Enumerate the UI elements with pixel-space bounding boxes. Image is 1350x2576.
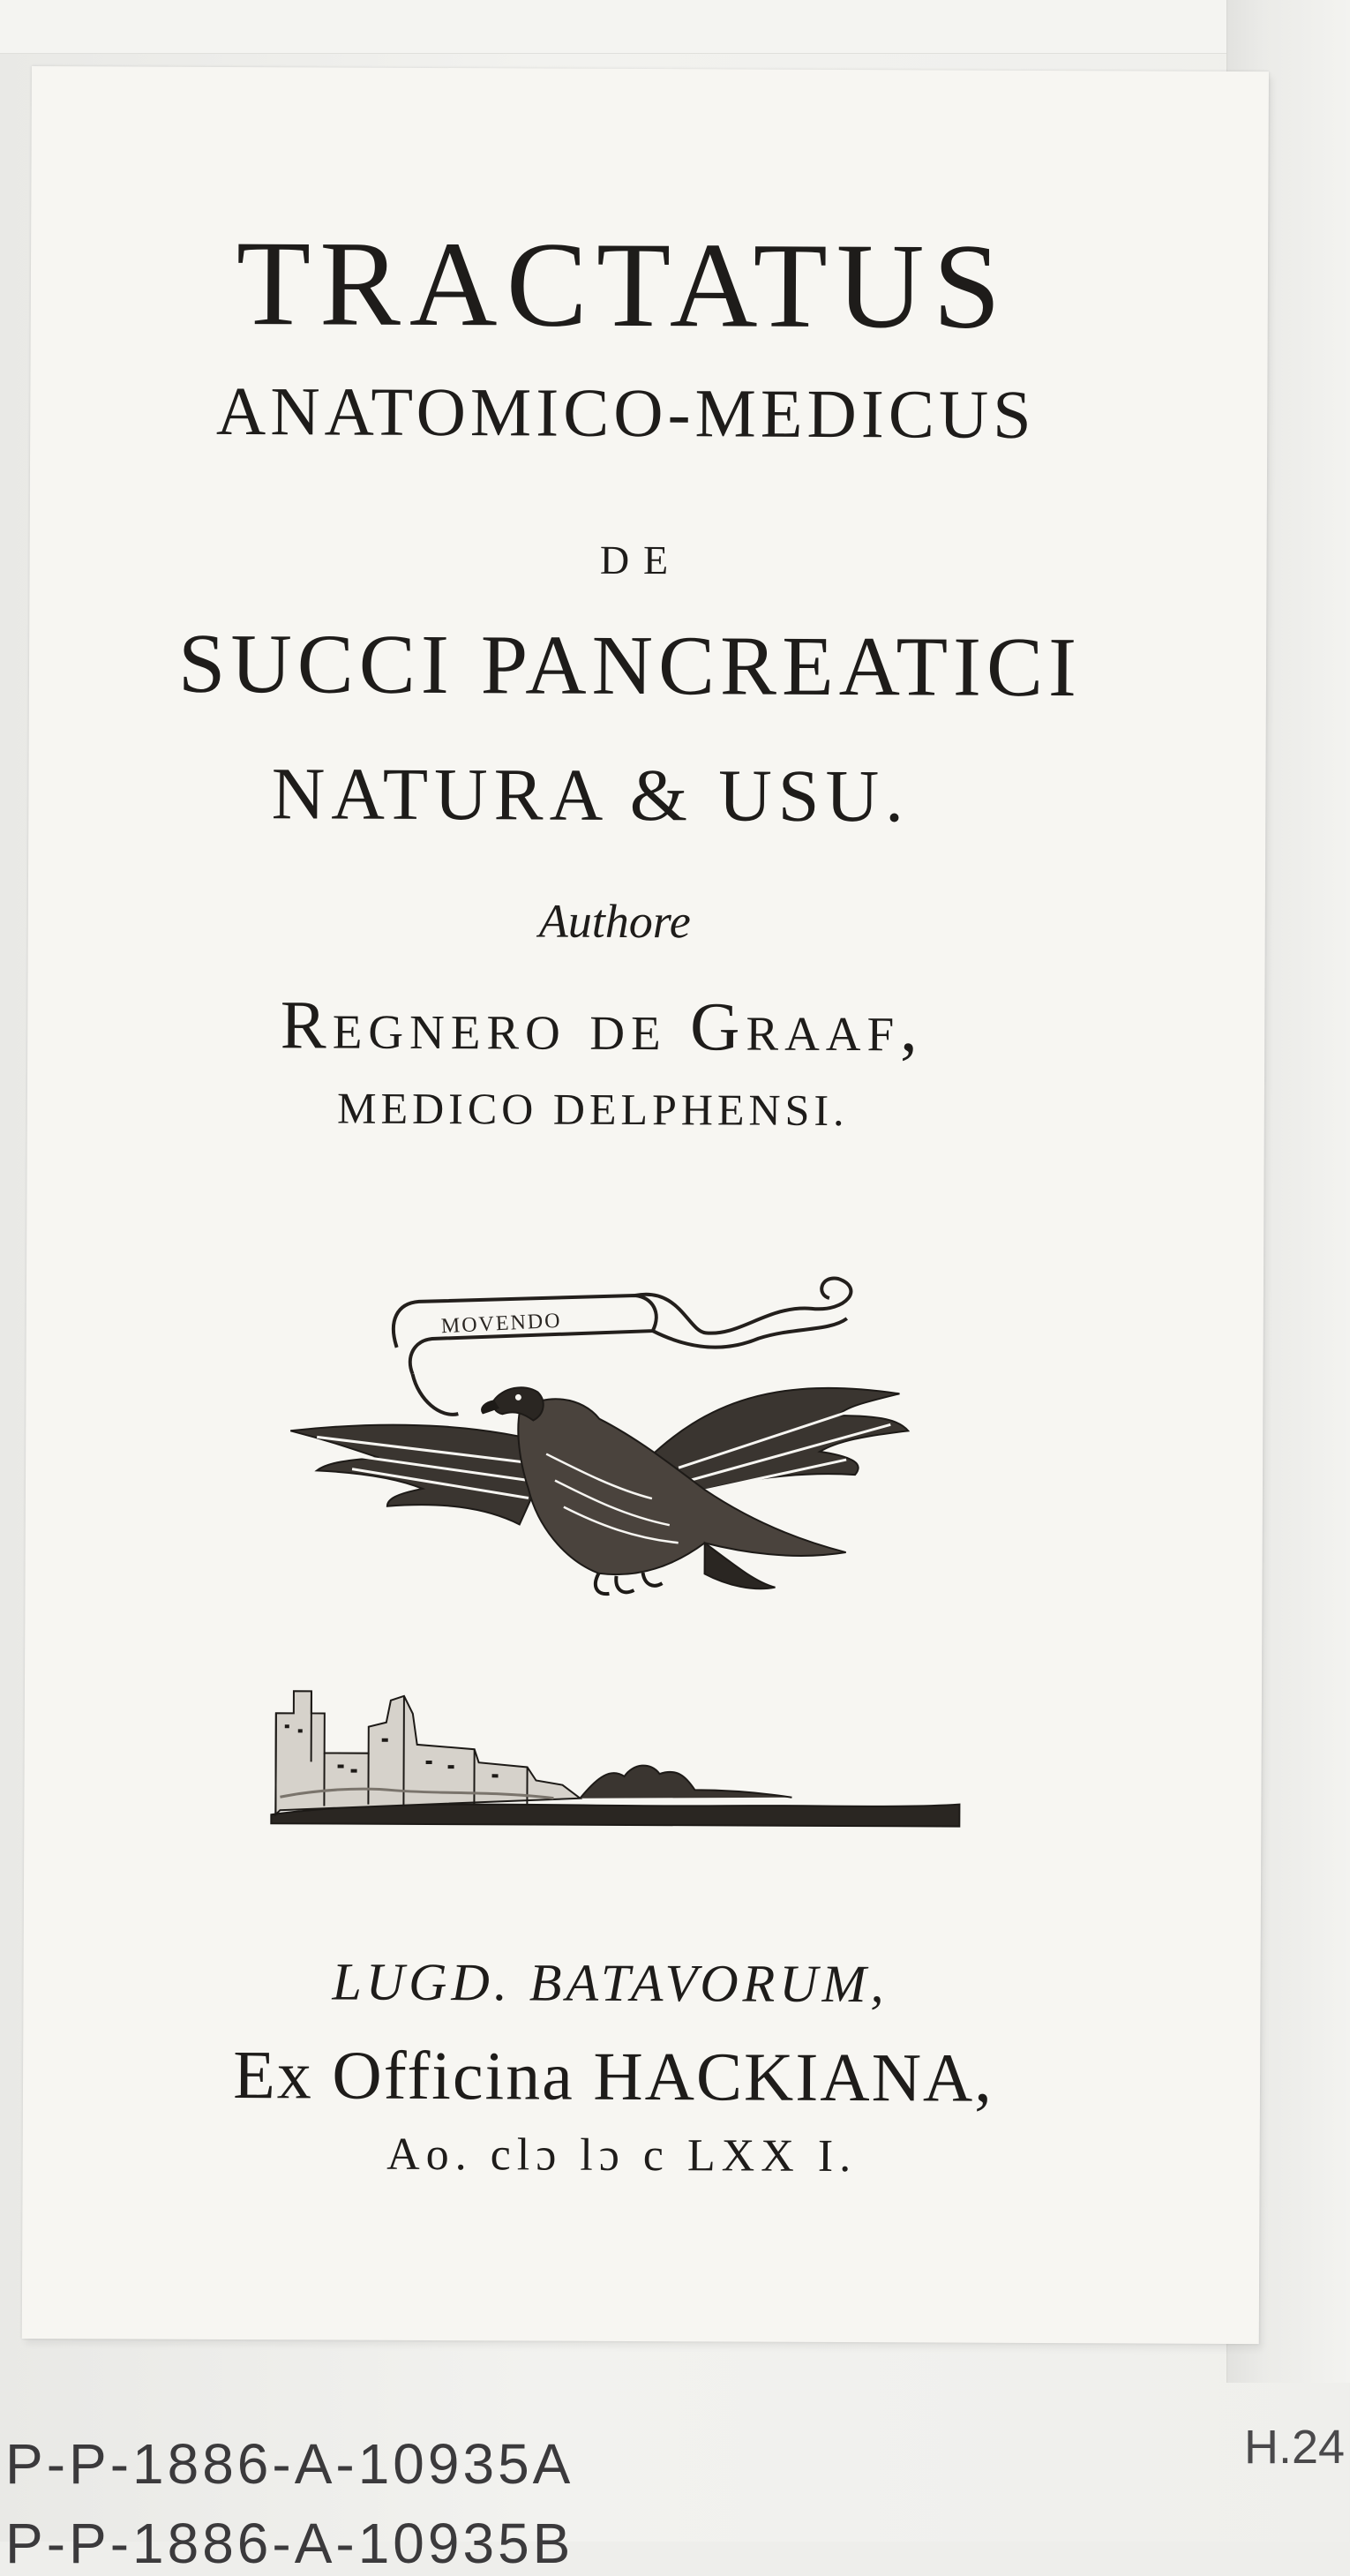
author-title: MEDICO DELPHENSI. <box>337 1083 849 1136</box>
imprint-publisher: Ex Officina HACKIANA, <box>233 2036 994 2116</box>
subject-line-2: NATURA & USU. <box>271 753 911 838</box>
author-intro: Authore <box>538 894 691 949</box>
eagle-vignette-icon <box>262 1232 1006 1836</box>
book-title: TRACTATUS <box>236 215 1010 354</box>
imprint-year: Ao. clɔ lɔ c LXX I. <box>386 2129 858 2182</box>
imprint-place: LUGD. BATAVORUM, <box>332 1952 889 2014</box>
title-page <box>22 66 1269 2344</box>
accession-number-a: P-P-1886-A-10935A <box>5 2432 574 2496</box>
mount-top-strip <box>0 0 1349 54</box>
subject-line-1: SUCCI PANCREATICI <box>177 615 1083 715</box>
town-landscape <box>271 1691 960 1826</box>
book-subtitle: ANATOMICO-MEDICUS <box>215 372 1036 453</box>
accession-number-b: P-P-1886-A-10935B <box>5 2512 574 2575</box>
shelf-mark: H.24 <box>1244 2421 1346 2474</box>
eagle <box>289 1386 908 1595</box>
banner-motto: MOVENDO <box>440 1309 563 1339</box>
author-name: Regnero de Graaf, <box>280 986 924 1066</box>
preposition-line: DE <box>599 537 683 583</box>
